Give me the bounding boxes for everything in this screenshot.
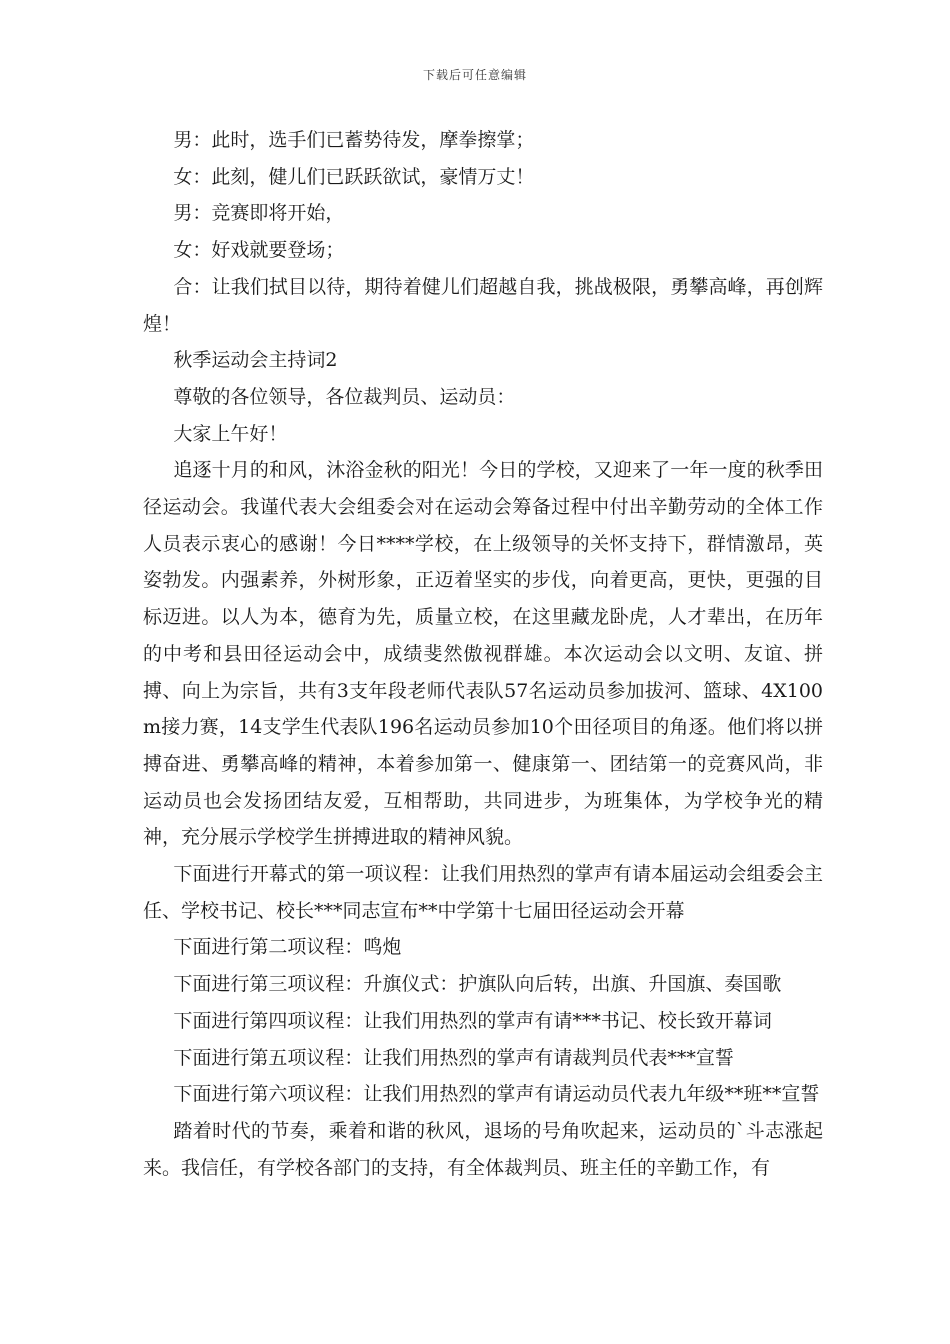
opening-speech-paragraph: 追逐十月的和风，沐浴金秋的阳光！今日的学校，又迎来了一年一度的秋季田径运动会。我谨代表大会组委会对在运动会筹备过程中付出辛勤劳动的全体工作人员表示衷心的感谢！今日****学校，在上级领导的关怀支持下，群情激昂，英姿勃发。内强素养，外树形象，正迈着坚实的步伐，向着更高，更快，更强的目标迈进。以人为本，德育为先，质量立校，在这里藏龙卧虎，人才辈出，在历年的中考和县田径运动会中，成绩斐然傲视群雄。本次运动会以文明、友谊、拼搏、向上为宗旨，共有3支年段老师代表队57名运动员参加拔河、篮球、4X100m接力赛，14支学生代表队196名运动员参加10个田径项目的角逐。他们将以拼搏奋进、勇攀高峰的精神，本着参加第一、健康第一、团结第一的竞赛风尚，非运动员也会发扬团结友爱，互相帮助，共同进步，为班集体，为学校争光的精神，充分展示学校学生拼搏进取的精神风貌。 xyxy=(143,459,823,849)
dialogue-line-together: 合：让我们拭目以待，期待着健儿们超越自我，挑战极限，勇攀高峰，再创辉煌！ xyxy=(143,275,823,335)
closing-paragraph: 踏着时代的节奏，乘着和谐的秋风，退场的号角吹起来，运动员的`斗志涨起来。我信任，有学校各部门的支持，有全体裁判员、班主任的辛勤工作，有 xyxy=(143,1119,823,1179)
dialogue-line-female-2: 女：好戏就要登场； xyxy=(173,239,345,262)
agenda-item-6: 下面进行第六项议程：让我们用热烈的掌声有请运动员代表九年级**班**宣誓 xyxy=(173,1083,820,1106)
agenda-item-2: 下面进行第二项议程：鸣炮 xyxy=(173,936,402,959)
section-title: 秋季运动会主持词2 xyxy=(173,349,338,372)
dialogue-line-male-1: 男：此时，选手们已蓄势待发，摩拳擦掌； xyxy=(173,129,535,151)
salutation: 尊敬的各位领导，各位裁判员、运动员： xyxy=(173,385,516,408)
agenda-item-4: 下面进行第四项议程：让我们用热烈的掌声有请***书记、校长致开幕词 xyxy=(173,1009,772,1032)
agenda-item-3: 下面进行第三项议程：升旗仪式：护旗队向后转，出旗、升国旗、奏国歌 xyxy=(173,973,782,996)
dialogue-line-female-1: 女：此刻，健儿们已跃跃欲试，豪情万丈！ xyxy=(173,165,535,188)
agenda-item-1: 下面进行开幕式的第一项议程：让我们用热烈的掌声有请本届运动会组委会主任、学校书记、校长***同志宣布**中学第十七届田径运动会开幕 xyxy=(143,863,823,922)
document-body xyxy=(143,122,823,1186)
page-header: 下载后可任意编辑 xyxy=(422,68,527,82)
greeting: 大家上午好！ xyxy=(173,422,288,445)
agenda-item-5: 下面进行第五项议程：让我们用热烈的掌声有请裁判员代表***宣誓 xyxy=(173,1046,734,1069)
dialogue-line-male-2: 男：竞赛即将开始， xyxy=(173,202,345,225)
